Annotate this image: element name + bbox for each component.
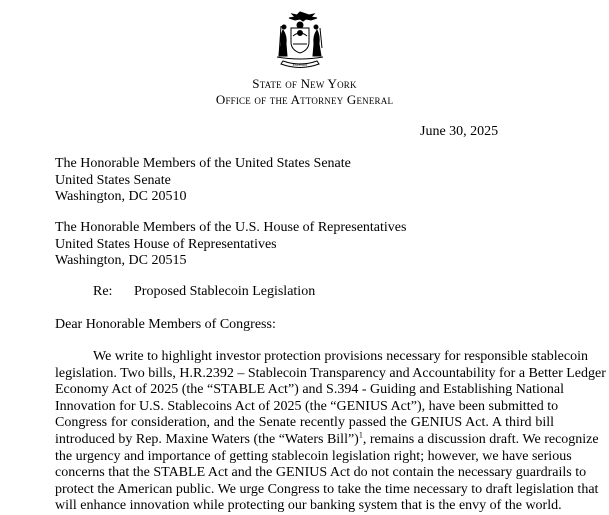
body-line: We write to highlight investor protection provisions necessary for responsible stablecoin <box>93 349 588 364</box>
body-line: concerns that the STABLE Act and the GENIUS Act do not contain the necessary guardrails to <box>55 465 587 481</box>
address-line: Washington, DC 20515 <box>55 253 187 268</box>
addressee-senate <box>55 156 351 206</box>
body-line: Economy Act of 2025 (the “STABLE Act”) and S.394 - Guiding and Establishing National <box>55 382 565 398</box>
address-line: The Honorable Members of the United States Senate <box>55 156 351 171</box>
address-line: United States House of Representatives <box>55 236 277 252</box>
body-line: protect the American public. We urge Congress to take the time necessary to draft legislation that <box>55 481 599 497</box>
letter-date: June 30, 2025 <box>420 124 499 139</box>
letterhead-office: Office of the Attorney General <box>215 92 394 107</box>
body-line: will enhance innovation while protecting our banking system that is the envy of the world. <box>55 498 562 514</box>
salutation: Dear Honorable Members of Congress: <box>55 317 276 332</box>
addressee-house <box>55 220 406 270</box>
body-line-with-footnote <box>55 430 599 449</box>
body-paragraph <box>55 349 606 515</box>
body-line: Innovation for U.S. Stablecoins Act of 2025 (the “GENIUS Act”), have been submitted to <box>55 398 559 414</box>
body-line: Congress for consideration, and the Senate recently passed the GENIUS Act. A third bill <box>55 415 554 431</box>
svg-text:Excelsior: Excelsior <box>292 62 308 67</box>
footnote-reference[interactable]: 1 <box>358 430 363 440</box>
subject-text: Proposed Stablecoin Legislation <box>134 284 316 299</box>
body-line: legislation. Two bills, H.R.2392 – Stablecoin Transparency and Accountability for a Better Ledger <box>55 365 606 381</box>
letterhead-state: State of New York <box>252 76 357 91</box>
address-line: The Honorable Members of the U.S. House of Representatives <box>55 220 407 235</box>
body-line: the urgency and importance of getting stablecoin legislation right; however, we have serious <box>55 448 572 464</box>
body-line-text: , remains a discussion draft. We recognize <box>362 431 599 447</box>
new-york-state-seal-icon <box>269 8 331 70</box>
address-line: Washington, DC 20510 <box>55 189 187 204</box>
address-line: United States Senate <box>55 172 171 188</box>
subject-label: Re: <box>93 284 113 299</box>
body-line-text: introduced by Rep. Maxine Waters (the “Waters Bill”) <box>55 431 359 447</box>
